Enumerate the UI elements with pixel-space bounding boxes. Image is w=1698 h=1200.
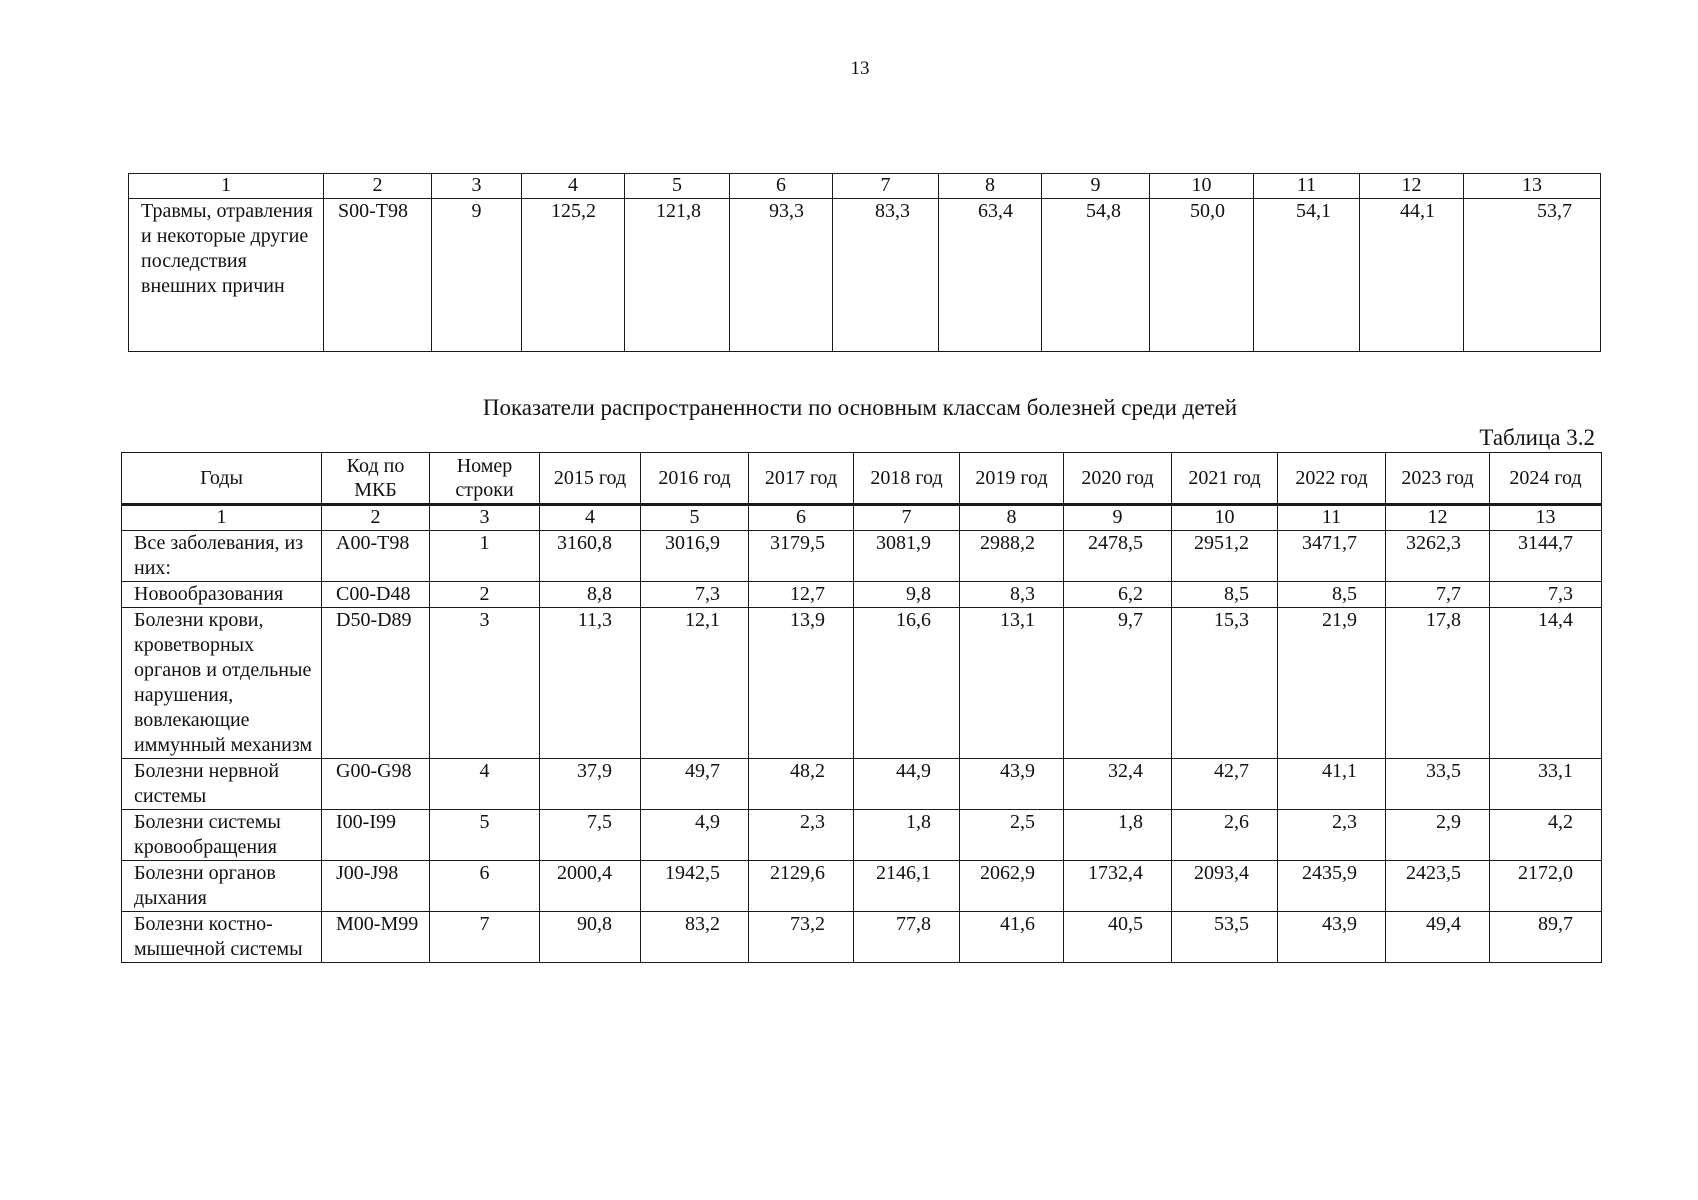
column-index-cell: 12	[1386, 505, 1490, 531]
prevalence-table	[121, 452, 1602, 963]
value-cell: 3262,3	[1386, 531, 1490, 582]
column-index-cell: 5	[625, 174, 730, 199]
value-cell: 2146,1	[854, 861, 960, 912]
value-cell: 3144,7	[1490, 531, 1602, 582]
column-index-cell: 7	[833, 174, 939, 199]
value-cell: 43,9	[1278, 912, 1386, 963]
column-index-cell: 10	[1172, 505, 1278, 531]
value-cell: 93,3	[730, 199, 833, 352]
value-cell: 41,1	[1278, 759, 1386, 810]
table-number: Таблица 3.2	[1479, 425, 1595, 450]
value-cell: 2951,2	[1172, 531, 1278, 582]
row-label: Болезни крови, кроветворных органов и отдельные нарушения, вовлекающие иммунный механизм	[122, 608, 322, 759]
column-header: 2017 год	[749, 453, 854, 505]
value-cell: 7,3	[641, 582, 749, 608]
value-cell: 37,9	[540, 759, 641, 810]
column-index-cell: 13	[1490, 505, 1602, 531]
row-number: 7	[430, 912, 540, 963]
value-cell: 42,7	[1172, 759, 1278, 810]
value-cell: 2478,5	[1064, 531, 1172, 582]
value-cell: 3471,7	[1278, 531, 1386, 582]
value-cell: 2,5	[960, 810, 1064, 861]
value-cell: 2000,4	[540, 861, 641, 912]
column-index-cell: 5	[641, 505, 749, 531]
page-number: 13	[850, 58, 870, 79]
table-row	[122, 582, 1602, 608]
value-cell: 15,3	[1172, 608, 1278, 759]
column-index-cell: 12	[1360, 174, 1464, 199]
value-cell: 13,1	[960, 608, 1064, 759]
value-cell: 33,1	[1490, 759, 1602, 810]
value-cell: 41,6	[960, 912, 1064, 963]
value-cell: 83,2	[641, 912, 749, 963]
column-header: 2018 год	[854, 453, 960, 505]
value-cell: 2,3	[1278, 810, 1386, 861]
value-cell: 1,8	[1064, 810, 1172, 861]
column-index-cell: 11	[1278, 505, 1386, 531]
value-cell: 3081,9	[854, 531, 960, 582]
table-row	[122, 912, 1602, 963]
value-cell: 2423,5	[1386, 861, 1490, 912]
table-title: Показатели распространенности по основным классам болезней среди детей	[482, 395, 1238, 420]
column-index-cell: 4	[522, 174, 625, 199]
column-index-cell: 8	[939, 174, 1042, 199]
icd-code: C00-D48	[322, 582, 430, 608]
value-cell: 11,3	[540, 608, 641, 759]
value-cell: 7,3	[1490, 582, 1602, 608]
icd-code: I00-I99	[322, 810, 430, 861]
column-index-cell: 1	[129, 174, 324, 199]
column-header: 2016 год	[641, 453, 749, 505]
value-cell: 12,1	[641, 608, 749, 759]
value-cell: 125,2	[522, 199, 625, 352]
column-index-row	[129, 174, 1601, 199]
value-cell: 44,1	[1360, 199, 1464, 352]
value-cell: 2,9	[1386, 810, 1490, 861]
value-cell: 3179,5	[749, 531, 854, 582]
column-header: 2022 год	[1278, 453, 1386, 505]
value-cell: 8,8	[540, 582, 641, 608]
column-header: 2024 год	[1490, 453, 1602, 505]
column-index-cell: 8	[960, 505, 1064, 531]
value-cell: 53,7	[1464, 199, 1601, 352]
value-cell: 32,4	[1064, 759, 1172, 810]
icd-code: D50-D89	[322, 608, 430, 759]
value-cell: 2988,2	[960, 531, 1064, 582]
value-cell: 8,5	[1278, 582, 1386, 608]
value-cell: 12,7	[749, 582, 854, 608]
table-row	[122, 759, 1602, 810]
value-cell: 3016,9	[641, 531, 749, 582]
value-cell: 49,7	[641, 759, 749, 810]
value-cell: 2093,4	[1172, 861, 1278, 912]
value-cell: 2,6	[1172, 810, 1278, 861]
value-cell: 8,5	[1172, 582, 1278, 608]
column-index-cell: 9	[1042, 174, 1150, 199]
column-index-cell: 6	[749, 505, 854, 531]
column-index-row	[122, 505, 1602, 531]
column-index-cell: 6	[730, 174, 833, 199]
value-cell: 48,2	[749, 759, 854, 810]
column-header: 2020 год	[1064, 453, 1172, 505]
value-cell: 90,8	[540, 912, 641, 963]
continuation-table	[128, 173, 1601, 352]
value-cell: 2062,9	[960, 861, 1064, 912]
row-label: Болезни системы кровообращения	[122, 810, 322, 861]
value-cell: 1942,5	[641, 861, 749, 912]
value-cell: 1732,4	[1064, 861, 1172, 912]
column-index-cell: 2	[322, 505, 430, 531]
value-cell: 17,8	[1386, 608, 1490, 759]
value-cell: 16,6	[854, 608, 960, 759]
value-cell: 49,4	[1386, 912, 1490, 963]
column-header: Годы	[122, 453, 322, 505]
value-cell: 2129,6	[749, 861, 854, 912]
row-number: 3	[430, 608, 540, 759]
table-row	[122, 608, 1602, 759]
value-cell: 1,8	[854, 810, 960, 861]
value-cell: 54,1	[1254, 199, 1360, 352]
row-label: Болезни органов дыхания	[122, 861, 322, 912]
value-cell: 21,9	[1278, 608, 1386, 759]
value-cell: 89,7	[1490, 912, 1602, 963]
value-cell: 2,3	[749, 810, 854, 861]
column-index-cell: 4	[540, 505, 641, 531]
value-cell: 33,5	[1386, 759, 1490, 810]
row-number: 2	[430, 582, 540, 608]
column-index-cell: 3	[432, 174, 522, 199]
row-label: Болезни костно-мышечной системы	[122, 912, 322, 963]
row-label: Новообразования	[122, 582, 322, 608]
column-header: 2021 год	[1172, 453, 1278, 505]
column-header: Номер строки	[430, 453, 540, 505]
value-cell: 44,9	[854, 759, 960, 810]
row-label: Травмы, отравления и некоторые другие последствия внешних причин	[129, 199, 324, 352]
value-cell: 6,2	[1064, 582, 1172, 608]
row-number: 1	[430, 531, 540, 582]
value-cell: 13,9	[749, 608, 854, 759]
column-index-cell: 10	[1150, 174, 1254, 199]
column-header: Код по МКБ	[322, 453, 430, 505]
column-index-cell: 3	[430, 505, 540, 531]
value-cell: 3160,8	[540, 531, 641, 582]
row-number: 4	[430, 759, 540, 810]
value-cell: 2435,9	[1278, 861, 1386, 912]
value-cell: 8,3	[960, 582, 1064, 608]
column-index-cell: 7	[854, 505, 960, 531]
value-cell: 4,9	[641, 810, 749, 861]
value-cell: 9,7	[1064, 608, 1172, 759]
table-row	[122, 861, 1602, 912]
value-cell: 121,8	[625, 199, 730, 352]
value-cell: 63,4	[939, 199, 1042, 352]
row-label: Все заболевания, из них:	[122, 531, 322, 582]
value-cell: 73,2	[749, 912, 854, 963]
value-cell: 7,5	[540, 810, 641, 861]
row-number: 9	[432, 199, 522, 352]
column-index-cell: 2	[324, 174, 432, 199]
value-cell: 54,8	[1042, 199, 1150, 352]
icd-code: S00-T98	[324, 199, 432, 352]
icd-code: A00-T98	[322, 531, 430, 582]
column-index-cell: 1	[122, 505, 322, 531]
value-cell: 40,5	[1064, 912, 1172, 963]
header-row	[122, 453, 1602, 505]
table-row	[122, 531, 1602, 582]
column-index-cell: 13	[1464, 174, 1601, 199]
value-cell: 14,4	[1490, 608, 1602, 759]
value-cell: 50,0	[1150, 199, 1254, 352]
column-header: 2015 год	[540, 453, 641, 505]
value-cell: 83,3	[833, 199, 939, 352]
value-cell: 4,2	[1490, 810, 1602, 861]
icd-code: J00-J98	[322, 861, 430, 912]
icd-code: G00-G98	[322, 759, 430, 810]
value-cell: 7,7	[1386, 582, 1490, 608]
row-number: 5	[430, 810, 540, 861]
table-row	[122, 810, 1602, 861]
value-cell: 43,9	[960, 759, 1064, 810]
value-cell: 9,8	[854, 582, 960, 608]
column-header: 2019 год	[960, 453, 1064, 505]
value-cell: 77,8	[854, 912, 960, 963]
value-cell: 2172,0	[1490, 861, 1602, 912]
table-row	[129, 199, 1601, 352]
column-header: 2023 год	[1386, 453, 1490, 505]
icd-code: M00-M99	[322, 912, 430, 963]
value-cell: 53,5	[1172, 912, 1278, 963]
column-index-cell: 9	[1064, 505, 1172, 531]
column-index-cell: 11	[1254, 174, 1360, 199]
row-label: Болезни нервной системы	[122, 759, 322, 810]
row-number: 6	[430, 861, 540, 912]
